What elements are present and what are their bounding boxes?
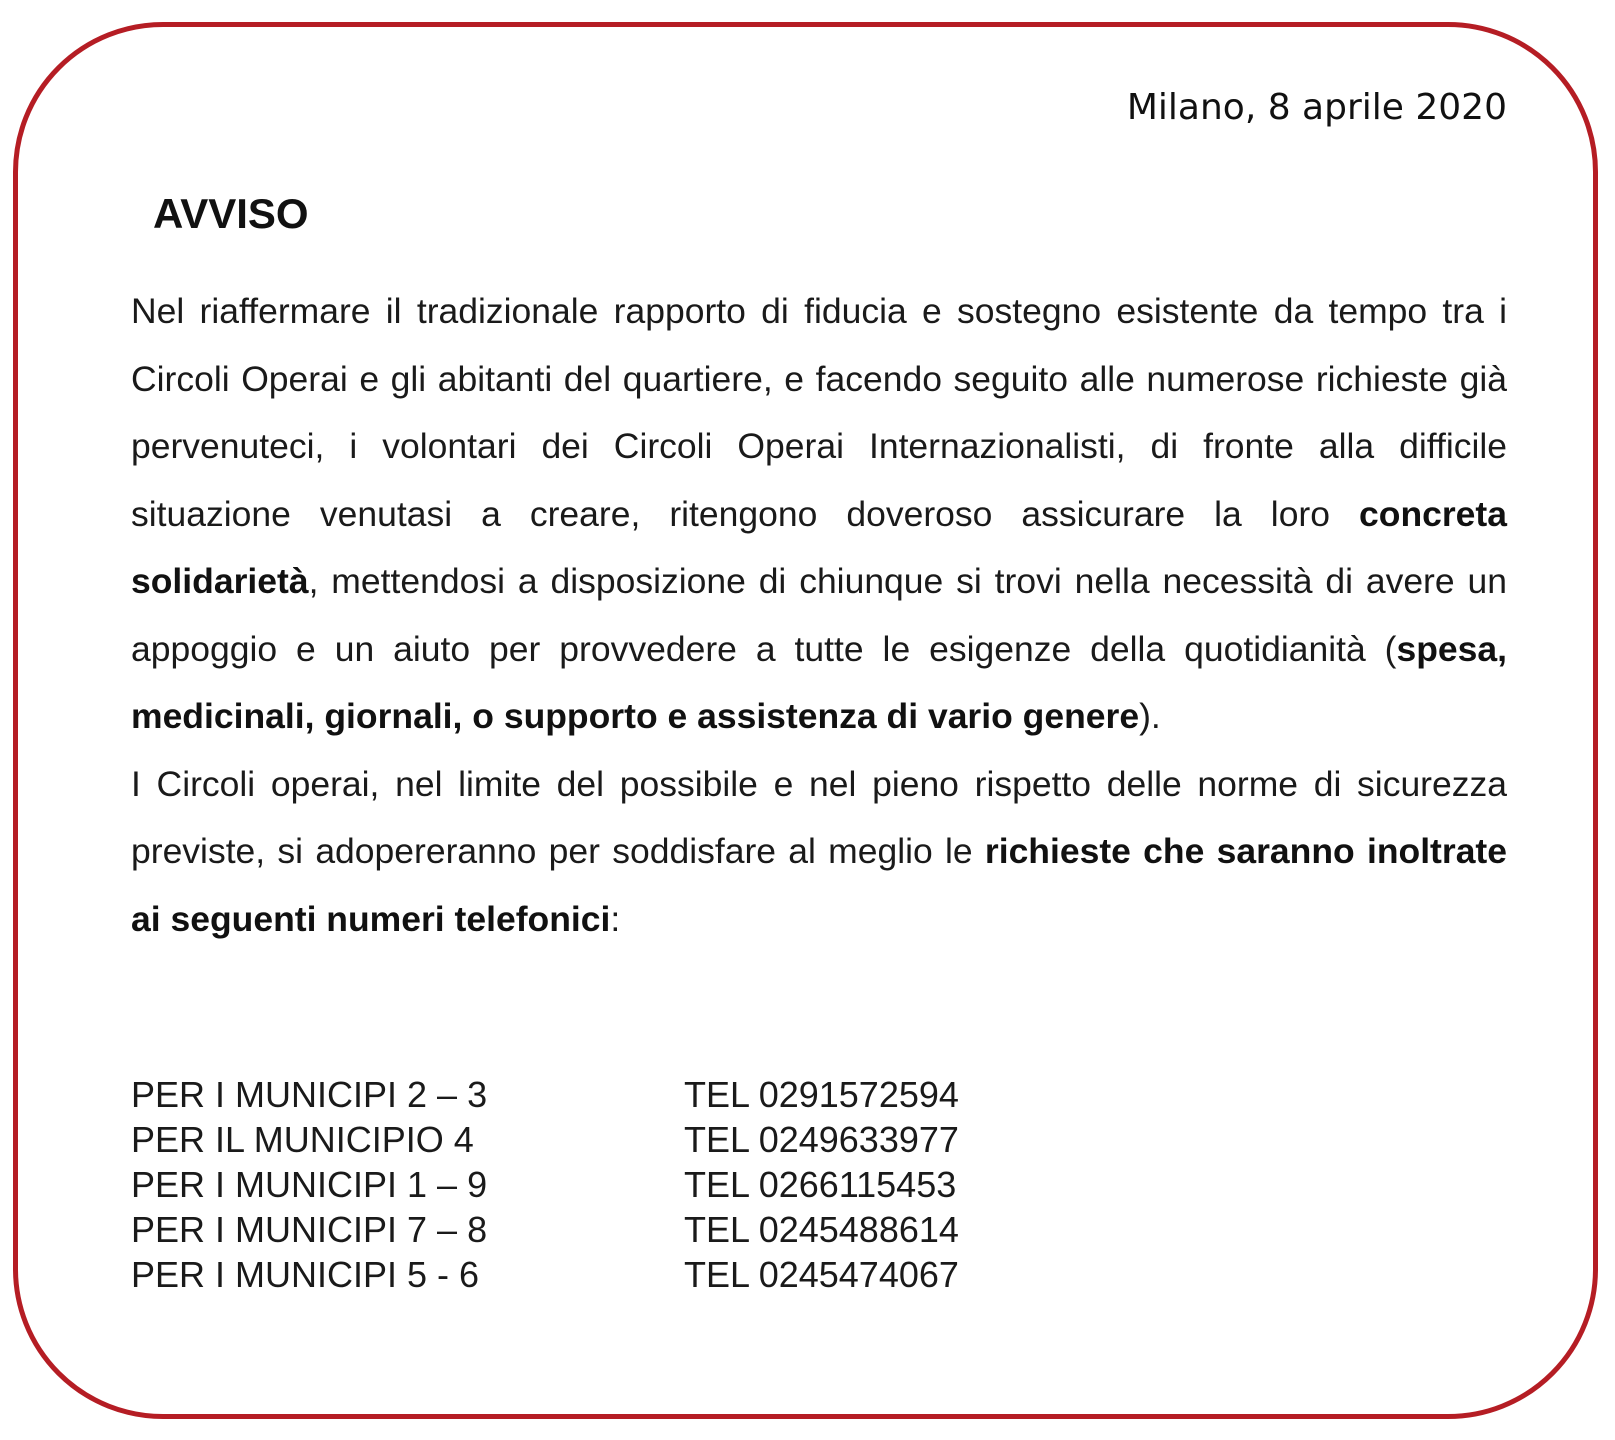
paragraph-intro-text-2: , mettendosi a disposizione di chiunque si trovi nella necessità di avere un appoggio e un aiuto per provvedere a tutte le esigenze della quotidianità ( — [131, 561, 1507, 669]
contact-phone: TEL 0245474067 — [684, 1254, 959, 1295]
contact-row — [131, 1072, 959, 1117]
contact-municipio-label: PER I MUNICIPI 1 – 9 — [131, 1164, 488, 1205]
paragraph-intro — [131, 278, 1507, 751]
contact-municipio-label: PER I MUNICIPI 7 – 8 — [131, 1209, 488, 1250]
contact-phone: TEL 0291572594 — [684, 1074, 959, 1115]
contact-phone: TEL 0266115453 — [684, 1164, 957, 1205]
paragraph-intro-text-1: Nel riaffermare il tradizionale rapporto di fiducia e sostegno esistente da tempo tra i Circoli Operai e gli abitanti del quartiere, e facendo seguito alle numerose richieste già pervenuteci, i volontari dei Circoli Operai Internazionalisti, di fronte alla difficile situazione venutasi a creare, ritengono doveroso assicurare la loro — [131, 291, 1507, 534]
contact-list — [131, 1072, 959, 1297]
notice-body — [131, 278, 1507, 953]
contact-municipio-label: PER IL MUNICIPIO 4 — [131, 1119, 474, 1160]
contact-municipio-label: PER I MUNICIPI 2 – 3 — [131, 1074, 488, 1115]
contact-municipio-label: PER I MUNICIPI 5 - 6 — [131, 1254, 480, 1295]
paragraph-intro-text-3: ). — [1139, 696, 1161, 736]
paragraph-requests-bold: richieste che saranno inoltrate ai seguenti numeri telefonici — [131, 831, 1507, 939]
notice-title: AVVISO — [153, 190, 309, 237]
paragraph-requests — [131, 751, 1507, 954]
contact-row — [131, 1207, 959, 1252]
paragraph-intro-bold-solidarity: concreta solidarietà — [131, 493, 1507, 601]
notice-date: Milano, 8 aprile 2020 — [1126, 87, 1507, 128]
contact-row — [131, 1117, 959, 1162]
paragraph-intro-bold-services: spesa, medicinali, giornali, o supporto e assistenza di vario genere — [131, 628, 1507, 736]
contact-row — [131, 1162, 959, 1207]
paragraph-requests-text-1: I Circoli operai, nel limite del possibile e nel pieno rispetto delle norme di sicurezza previste, si adopereranno per soddisfare al meglio le — [131, 763, 1507, 871]
contact-phone: TEL 0249633977 — [684, 1119, 959, 1160]
contact-phone: TEL 0245488614 — [684, 1209, 959, 1250]
contact-row — [131, 1252, 959, 1297]
paragraph-requests-text-2: : — [610, 898, 621, 939]
